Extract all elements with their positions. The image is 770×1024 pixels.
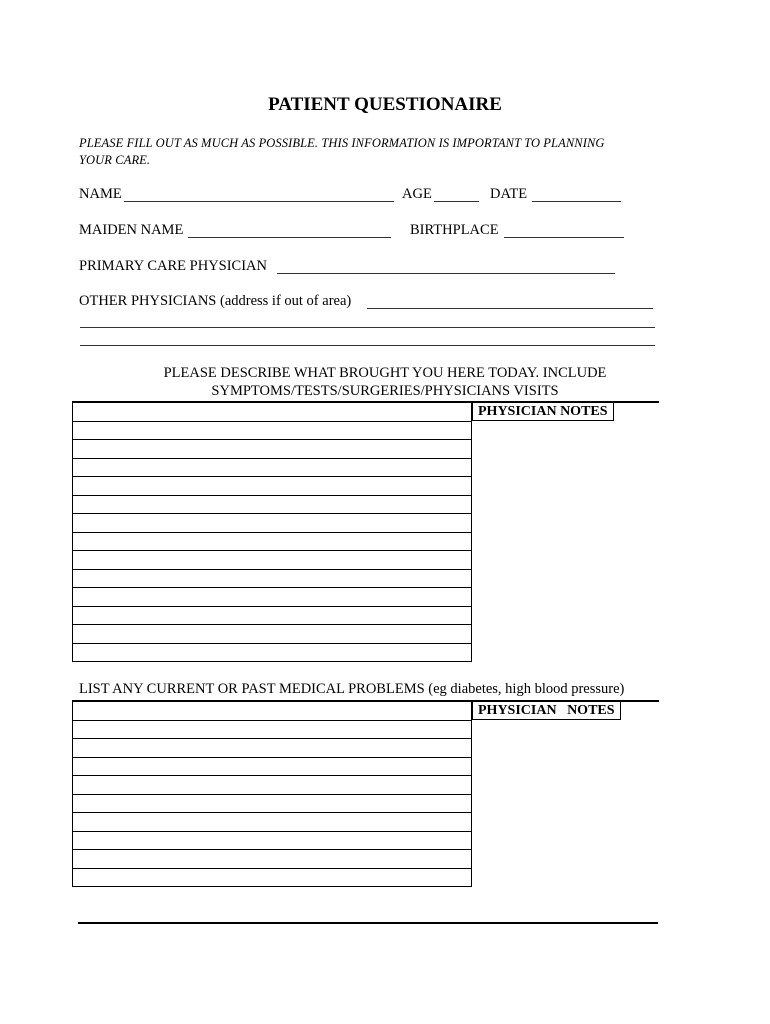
table-row[interactable] <box>73 850 471 869</box>
other-physicians-label: OTHER PHYSICIANS (address if out of area) <box>79 293 352 309</box>
page-title: PATIENT QUESTIONAIRE <box>268 94 502 115</box>
date-field[interactable] <box>532 201 621 202</box>
birthplace-field[interactable] <box>504 237 624 238</box>
table-row[interactable] <box>73 721 471 740</box>
bottom-rule <box>78 922 658 924</box>
physician-notes-label-1: PHYSICIAN NOTES <box>472 403 614 421</box>
intro-line-2: YOUR CARE. <box>79 153 151 167</box>
table-row[interactable] <box>73 514 471 533</box>
age-field[interactable] <box>434 201 479 202</box>
other-physicians-line-3[interactable] <box>80 345 655 346</box>
primary-care-label: PRIMARY CARE PHYSICIAN <box>79 258 267 274</box>
table-row[interactable] <box>73 607 471 626</box>
table-row[interactable] <box>73 795 471 814</box>
table-row[interactable] <box>73 739 471 758</box>
other-physicians-line-2[interactable] <box>80 327 655 328</box>
table-row[interactable] <box>73 551 471 570</box>
table-row[interactable] <box>73 570 471 589</box>
table-row[interactable] <box>73 477 471 496</box>
table-row[interactable] <box>73 459 471 478</box>
maiden-name-label: MAIDEN NAME <box>79 222 184 238</box>
section1-heading-line-1: PLEASE DESCRIBE WHAT BROUGHT YOU HERE TODAY. INCLUDE <box>163 365 607 381</box>
table-row[interactable] <box>73 588 471 607</box>
section1-heading-line-2: SYMPTOMS/TESTS/SURGERIES/PHYSICIANS VISITS <box>211 383 559 399</box>
table-row[interactable] <box>73 533 471 552</box>
section2-lines <box>72 701 472 887</box>
table-row[interactable] <box>73 758 471 777</box>
name-field[interactable] <box>124 201 394 202</box>
other-physicians-field[interactable] <box>367 308 653 309</box>
table-row[interactable] <box>73 625 471 644</box>
table-row[interactable] <box>73 832 471 851</box>
table-row[interactable] <box>73 440 471 459</box>
maiden-name-field[interactable] <box>188 237 391 238</box>
birthplace-label: BIRTHPLACE <box>410 222 499 238</box>
table-row[interactable] <box>73 776 471 795</box>
name-label: NAME <box>79 186 122 202</box>
section2-heading: LIST ANY CURRENT OR PAST MEDICAL PROBLEMS (eg diabetes, high blood pressure) <box>79 681 625 697</box>
table-row[interactable] <box>73 496 471 515</box>
intro-line-1: PLEASE FILL OUT AS MUCH AS POSSIBLE. THIS INFORMATION IS IMPORTANT TO PLANNING <box>79 136 605 150</box>
table-row[interactable] <box>73 702 471 721</box>
table-row[interactable] <box>73 644 471 663</box>
table-row[interactable] <box>73 813 471 832</box>
table-row[interactable] <box>73 422 471 441</box>
table-row[interactable] <box>73 869 471 888</box>
physician-notes-label-2: PHYSICIAN NOTES <box>472 702 621 720</box>
primary-care-field[interactable] <box>277 273 615 274</box>
age-label: AGE <box>402 186 432 202</box>
section1-lines <box>72 402 472 662</box>
table-row[interactable] <box>73 403 471 422</box>
date-label: DATE <box>490 186 528 202</box>
